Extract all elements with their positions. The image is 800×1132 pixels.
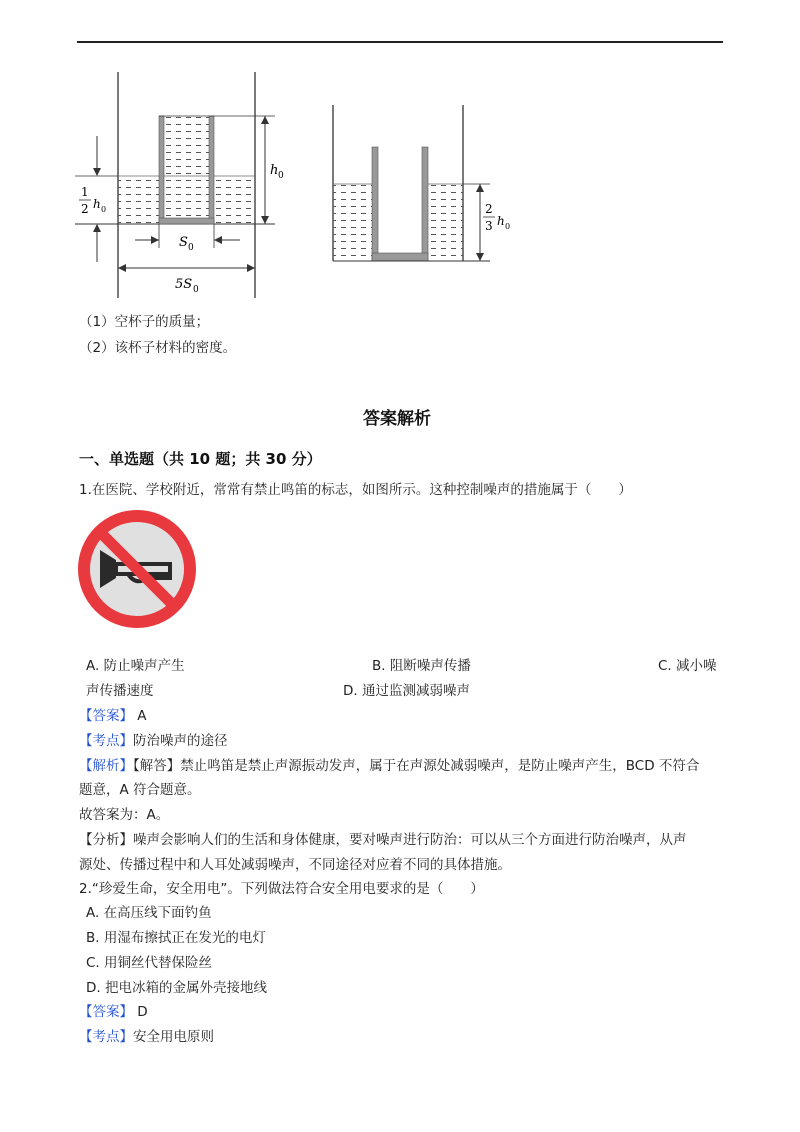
s0-label: S	[179, 235, 188, 250]
q2-point: 【考点】安全用电原则	[79, 1029, 214, 1045]
q1-option-a: A. 防止噪声产生	[86, 658, 185, 674]
question-part-2: （2）该杯子材料的密度。	[79, 340, 237, 356]
q2-stem: 2.“珍爱生命，安全用电”。下列做法符合安全用电要求的是（ ）	[79, 881, 484, 897]
right-container-figure	[330, 105, 520, 267]
q2-option-c: C. 用铜丝代替保险丝	[86, 955, 213, 971]
q2-option-a: A. 在高压线下面钓鱼	[86, 905, 212, 921]
q1-stem: 1.在医院、学校附近，常常有禁止鸣笛的标志，如图所示。这种控制噪声的措施属于（ ）	[79, 482, 632, 498]
q2-answer: 【答案】 D	[79, 1004, 148, 1020]
no-honking-sign-icon	[76, 508, 198, 630]
q1-analysis-cont: 题意，A 符合题意。	[79, 782, 201, 798]
answer-title: 答案解析	[363, 409, 431, 429]
q1-option-c: C. 减小噪	[658, 658, 717, 674]
svg-text:1: 1	[81, 185, 89, 199]
q1-option-b: B. 阻断噪声传播	[372, 658, 471, 674]
q1-fenxi: 【分析】噪声会影响人们的生活和身体健康，要对噪声进行防治：可以从三个方面进行防治噪声，从声	[79, 832, 687, 848]
svg-text:0: 0	[188, 243, 194, 253]
header-rule	[77, 41, 723, 43]
q1-option-c-cont: 声传播速度	[86, 683, 154, 699]
section-heading: 一、单选题（共 10 题；共 30 分）	[79, 450, 322, 468]
svg-text:2: 2	[81, 202, 89, 216]
q1-option-d: D. 通过监测减弱噪声	[343, 683, 470, 699]
q1-analysis: 【解析】【解答】禁止鸣笛是禁止声源振动发声，属于在声源处减弱噪声，是防止噪声产生，BCD 不符合	[79, 758, 700, 774]
svg-text:3: 3	[485, 219, 493, 233]
q1-fenxi-cont: 源处、传播过程中和人耳处减弱噪声，不同途径对应着不同的具体措施。	[79, 857, 511, 873]
svg-text:2: 2	[485, 202, 493, 216]
svg-text:0: 0	[101, 205, 107, 214]
q2-option-b: B. 用湿布擦拭正在发光的电灯	[86, 930, 266, 946]
q1-point: 【考点】防治噪声的途径	[79, 733, 228, 749]
h0-label: h	[270, 163, 279, 178]
svg-text:0: 0	[193, 285, 199, 295]
svg-text:0: 0	[278, 171, 284, 181]
svg-text:h: h	[497, 214, 505, 228]
left-container-figure	[75, 72, 295, 298]
svg-text:h: h	[93, 197, 101, 211]
svg-text:0: 0	[505, 222, 511, 231]
question-part-1: （1）空杯子的质量；	[79, 314, 210, 330]
5s0-label: 5S	[175, 277, 193, 292]
q1-conclusion: 故答案为：A。	[79, 807, 170, 823]
q1-answer: 【答案】 A	[79, 708, 147, 724]
q2-option-d: D. 把电冰箱的金属外壳接地线	[86, 980, 267, 996]
